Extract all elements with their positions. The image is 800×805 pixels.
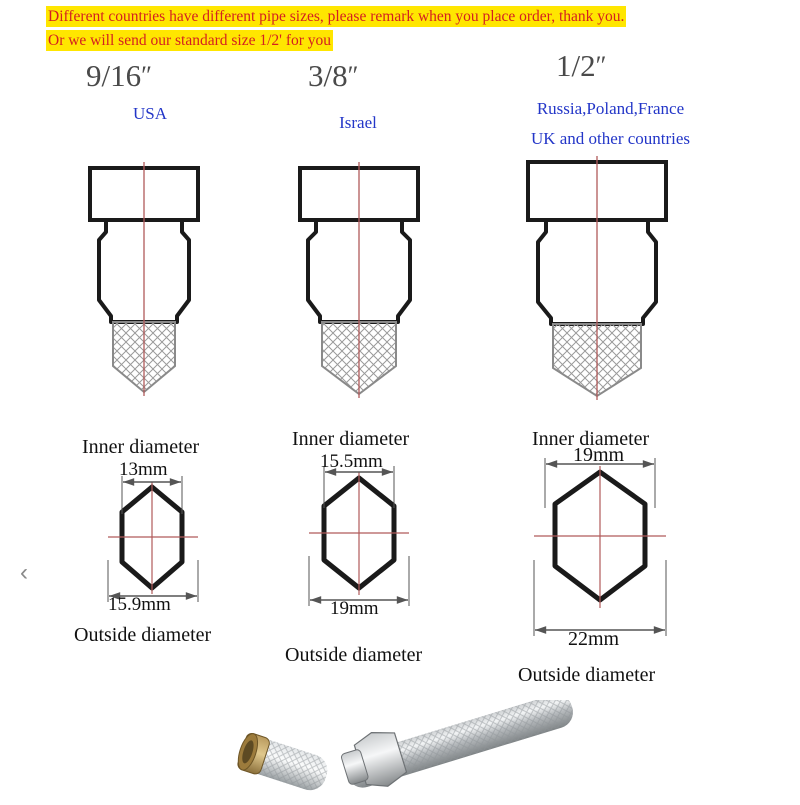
hex-section-col2 (309, 466, 409, 606)
inner-diameter-label-col3: Inner diameter (532, 428, 650, 450)
size-heading-col3 (556, 48, 606, 84)
inner-diameter-value-col1: 13mm (119, 459, 168, 480)
size-heading-col1 (86, 58, 152, 94)
hex-section-col3 (534, 458, 666, 636)
country-col1-line1: USA (132, 104, 167, 123)
braided-hose-photo (228, 700, 573, 800)
outside-diameter-label-col2: Outside diameter (285, 644, 423, 666)
size-heading-col2-value: 3/8 (308, 58, 348, 93)
inner-diameter-label-col2: Inner diameter (292, 428, 410, 450)
aerator-drawing-col3 (528, 156, 666, 400)
country-col3-line1: Russia,Poland,France (536, 99, 685, 118)
size-heading-col3-value: 1/2 (556, 48, 596, 83)
inner-diameter-value-col2: 15.5mm (320, 451, 383, 472)
aerator-drawing-col1 (90, 162, 198, 396)
inner-diameter-label-col1: Inner diameter (82, 436, 200, 458)
size-heading-col3-prime: ″ (595, 51, 607, 80)
outside-diameter-value-col3: 22mm (568, 628, 620, 650)
notice-line-2: Or we will send our standard size 1/2' for you (48, 32, 332, 49)
size-heading-col2 (308, 58, 358, 94)
country-col2-line1: Israel (339, 113, 377, 132)
outside-diameter-value-col1: 15.9mm (108, 594, 171, 615)
hex-section-col1 (108, 476, 198, 602)
inner-diameter-value-col3: 19mm (573, 444, 625, 466)
aerator-drawing-col2 (300, 162, 418, 398)
notice-line-1: Different countries have different pipe sizes, please remark when you place order, thank you. (48, 8, 625, 25)
outside-diameter-label-col3: Outside diameter (518, 664, 656, 686)
size-heading-col1-prime: ″ (141, 61, 152, 90)
size-heading-col1-value: 9/16 (86, 58, 142, 93)
outside-diameter-value-col2: 19mm (330, 598, 379, 619)
notice-banner (46, 6, 758, 51)
outside-diameter-label-col1: Outside diameter (74, 624, 212, 646)
size-heading-col2-prime: ″ (347, 61, 359, 90)
carousel-prev-icon[interactable]: ‹ (20, 559, 28, 586)
country-col3-line2: UK and other countries (530, 129, 691, 148)
